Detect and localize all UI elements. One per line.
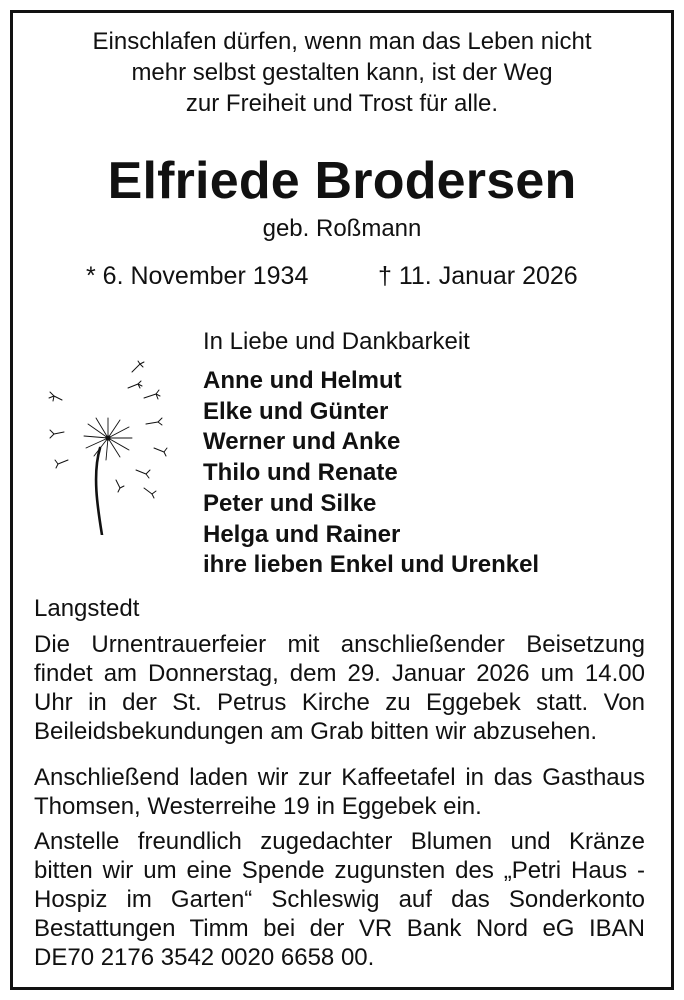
mourner-name: Anne und Helmut <box>203 367 402 394</box>
service-paragraph <box>34 630 645 746</box>
quote-line: Einschlafen dürfen, wenn man das Leben nicht <box>92 28 592 55</box>
text-line: findet am Donnerstag, dem 29. Januar 2026 um 14.00 <box>34 660 645 687</box>
text-line: Thomsen, Westerreihe 19 in Eggebek ein. <box>34 793 482 820</box>
place-name: Langstedt <box>34 595 140 622</box>
quote-line: mehr selbst gestalten kann, ist der Weg <box>131 59 553 86</box>
text-line: bitten wir um eine Spende zugunsten des „Petri Haus - <box>34 857 645 884</box>
dandelion-icon <box>40 360 170 535</box>
donation-paragraph <box>34 827 645 972</box>
mourner-name: Werner und Anke <box>203 428 401 456</box>
mourner-name: Elke und Günter <box>203 397 389 425</box>
text-line: Anschließend laden wir zur Kaffeetafel in das Gasthaus <box>34 764 645 791</box>
mourner-name: ihre lieben Enkel und Urenkel <box>203 551 540 579</box>
death-date: † 11. Januar 2026 <box>378 262 578 290</box>
quote-line: zur Freiheit und Trost für alle. <box>185 90 499 117</box>
text-line: Uhr in der St. Petrus Kirche zu Eggebek statt. Von <box>34 689 645 716</box>
mourner-name: Helga und Rainer <box>203 520 401 548</box>
mourners-intro: In Liebe und Dankbarkeit <box>203 328 470 355</box>
text-line: DE70 2176 3542 0020 6658 00. <box>34 944 375 971</box>
mourner-name: Peter und Silke <box>203 489 377 517</box>
reception-paragraph <box>34 763 645 821</box>
maiden-name: geb. Roßmann <box>262 215 422 242</box>
text-line: Die Urnentrauerfeier mit anschließender Beisetzung <box>34 631 645 658</box>
mourner-name: Thilo und Renate <box>203 459 398 487</box>
text-line: Anstelle freundlich zugedachter Blumen und Kränze <box>34 828 645 855</box>
opening-quote <box>0 26 684 119</box>
mourners-list <box>203 366 539 581</box>
deceased-name: Elfriede Brodersen <box>107 152 577 210</box>
birth-date: * 6. November 1934 <box>86 262 309 290</box>
text-line: Hospiz im Garten“ Schleswig auf das Sonderkonto <box>34 886 645 913</box>
text-line: Beileidsbekundungen am Grab bitten wir abzusehen. <box>34 718 598 745</box>
text-line: Bestattungen Timm bei der VR Bank Nord eG IBAN <box>34 915 645 942</box>
